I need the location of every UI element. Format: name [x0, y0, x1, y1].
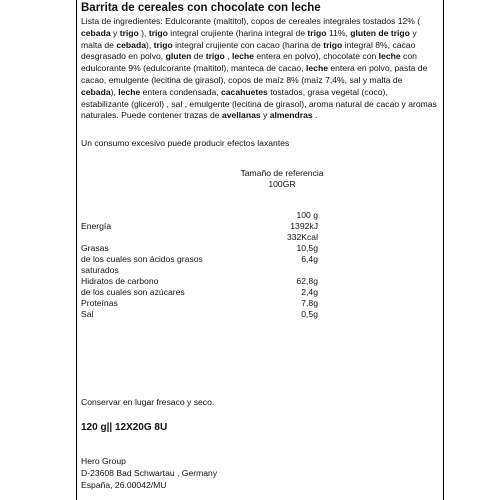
nutrition-label: Grasas [81, 243, 109, 253]
allergen-text: gluten de trigo [350, 27, 410, 38]
nutrition-value: 1392kJ [290, 221, 318, 231]
reference-label: Tamaño de referencia [240, 168, 324, 178]
allergen-text: cebada [116, 39, 146, 50]
reference-value: 100GR [268, 179, 296, 189]
allergen-text: trigo [205, 51, 225, 62]
allergen-text: trigo [153, 39, 173, 50]
ingredient-text: integral crujiente (harina integral de [167, 27, 308, 38]
nutrition-row [81, 309, 437, 320]
allergen-text: leche [231, 51, 254, 62]
ingredient-text: de [191, 51, 206, 62]
ingredient-text: . [312, 110, 318, 121]
nutrition-row [81, 232, 437, 243]
product-title: Barrita de cereales con chocolate con leche [81, 2, 321, 14]
storage-instructions: Conservar en lugar fresaco y seco. [81, 397, 215, 407]
ingredient-text: ), [110, 86, 119, 97]
ingredient-text: y malta de [81, 27, 417, 50]
ingredient-text: ), [138, 27, 149, 38]
ingredient-text: Lista de ingredientes: Edulcorante (maltitol), copos de cereales integrales tostados 12% ( [81, 16, 421, 26]
allergen-text: leche [306, 63, 328, 74]
nutrition-row [81, 287, 437, 298]
ingredient-text: integral 8%, cacao desgrasado en polvo, [81, 39, 416, 62]
ingredient-text: entera en polvo), chocolate con [253, 51, 379, 62]
nutrition-value: 6,4g [301, 254, 318, 264]
nutrition-label: Sal [81, 309, 94, 319]
company-name: Hero Group [81, 456, 126, 466]
nutrition-value: 2,4g [301, 287, 318, 297]
ingredient-text: con edulcorante 9% (edulcorante (maltitol), manteca de cacao, [81, 51, 417, 74]
package-info: 120 g|| 12X20G 8U [81, 422, 168, 433]
ingredient-text: , [224, 51, 232, 62]
reference-size [227, 168, 337, 190]
allergen-text: cebada [81, 86, 111, 97]
allergen-text: trigo [307, 27, 327, 38]
nutrition-row [81, 265, 437, 276]
nutrition-per: 100 g [296, 210, 318, 220]
nutrition-value: 10,5g [296, 243, 318, 253]
allergen-text: leche [378, 51, 401, 62]
nutrition-value: 0,5g [301, 309, 318, 319]
allergen-text: avellanas [221, 110, 261, 121]
nutrition-label: Energía [81, 221, 112, 231]
nutrition-value: 332Kcal [286, 232, 318, 242]
nutrition-header-row [81, 210, 437, 221]
ingredient-text: tostados, grasa vegetal (coco), estabilizante (glicerol) , sal , emulgente (lecitina de girasol), aroma natural de cacao y aromas naturales. Puede contener trazas de [81, 86, 437, 121]
nutrition-label: de los cuales son ácidos grasos [81, 254, 203, 264]
nutrition-row [81, 276, 437, 287]
ingredient-text: ), [145, 39, 154, 50]
nutrition-row [81, 243, 437, 254]
allergen-text: trigo [148, 27, 168, 38]
ingredients-list [81, 16, 437, 122]
company-info [81, 455, 217, 491]
allergen-text: almendras [269, 110, 313, 121]
allergen-text: cebada [81, 27, 111, 38]
allergen-text: trigo [323, 39, 343, 50]
company-code: España, 26.00042/MU [81, 480, 167, 490]
nutrition-value: 7,8g [301, 298, 318, 308]
label-panel [76, 0, 444, 500]
nutrition-label: Hidratos de carbono [81, 276, 159, 286]
nutrition-row [81, 298, 437, 309]
laxative-warning: Un consumo excesivo puede producir efectos laxantes [81, 138, 290, 148]
nutrition-label: Proteínas [81, 298, 118, 308]
nutrition-value: 62,8g [296, 276, 318, 286]
allergen-text: trigo [119, 27, 139, 38]
ingredient-text: entera condensada, [140, 86, 221, 97]
nutrition-label: de los cuales son azúcares [81, 287, 185, 297]
nutrition-row [81, 254, 437, 265]
ingredient-text: entera en polvo, pasta de cacao, emulgente (lecitina de girasol), copos de maíz 8% (maíz 7,4%, sal y malta de [81, 63, 428, 85]
allergen-text: leche [118, 86, 141, 97]
ingredient-text: 11%, [326, 27, 351, 38]
ingredient-text: y [110, 27, 120, 38]
ingredient-text: integral crujiente con cacao (harina de [172, 39, 324, 50]
allergen-text: cacahuetes [221, 86, 268, 97]
nutrition-label: saturados [81, 265, 119, 275]
nutrition-row [81, 221, 437, 232]
ingredient-text: y [260, 110, 270, 121]
allergen-text: gluten [165, 51, 192, 62]
company-address: D-23608 Bad Schwartau , Germany [81, 468, 218, 478]
